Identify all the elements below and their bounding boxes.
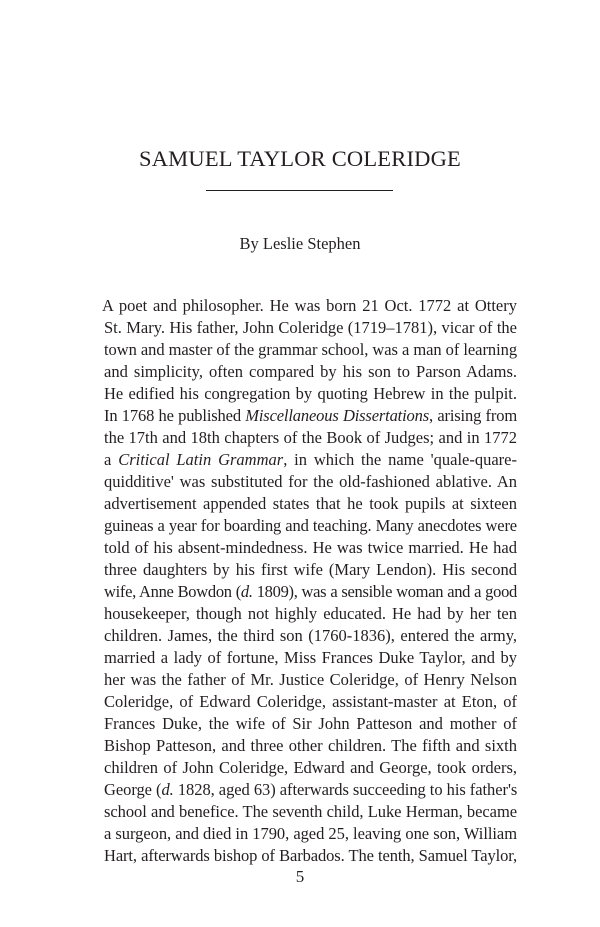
italic-text: d. <box>240 582 253 601</box>
text-line <box>104 559 517 581</box>
text-line <box>104 317 517 339</box>
text-line <box>104 427 517 449</box>
text-segment: , arising from <box>429 406 517 425</box>
text-line <box>104 339 517 361</box>
text-segment: wife, Anne Bowdon ( <box>104 582 241 601</box>
page-number: 5 <box>295 867 305 886</box>
text-segment: Frances Duke, the wife of Sir John Patteson and mother of <box>104 714 517 733</box>
italic-text: Critical Latin Grammar <box>118 450 284 469</box>
text-segment: 1828, aged 63) afterwards succeeding to his father's <box>173 780 518 799</box>
text-segment: In 1768 he published <box>104 406 246 425</box>
text-segment: guineas a year for boarding and teaching. Many anecdotes were <box>104 516 517 535</box>
text-segment: three daughters by his first wife (Mary Lendon). His second <box>104 560 517 579</box>
text-segment: Hart, afterwards bishop of Barbados. The tenth, Samuel Taylor, <box>104 846 517 865</box>
text-segment: Coleridge, of Edward Coleridge, assistant-master at Eton, of <box>104 692 517 711</box>
text-line <box>104 779 517 801</box>
text-segment: told of his absent-mindedness. He was twice married. He had <box>104 538 517 557</box>
text-line <box>104 603 517 625</box>
text-line <box>104 449 517 471</box>
text-line <box>104 801 517 823</box>
text-line <box>104 493 517 515</box>
text-segment: married a lady of fortune, Miss Frances Duke Taylor, and by <box>104 648 517 667</box>
text-segment: a <box>104 450 119 469</box>
text-line <box>104 713 517 735</box>
text-segment: children. James, the third son (1760-1836), entered the army, <box>104 626 517 645</box>
text-segment: housekeeper, though not highly educated. He had by her ten <box>104 604 517 623</box>
text-line <box>104 757 517 779</box>
text-segment: quidditive' was substituted for the old-fashioned ablative. An <box>104 472 517 491</box>
text-segment: , in which the name 'quale-quare- <box>283 450 517 469</box>
text-segment: her was the father of Mr. Justice Coleridge, of Henry Nelson <box>104 670 517 689</box>
text-segment: Bishop Patteson, and three other children. The fifth and sixth <box>104 736 517 755</box>
text-segment: the 17th and 18th chapters of the Book of Judges; and in 1772 <box>104 428 517 447</box>
text-segment: town and master of the grammar school, was a man of learning <box>104 340 518 359</box>
text-line <box>104 845 517 867</box>
italic-text: d. <box>161 780 174 799</box>
text-line <box>104 647 517 669</box>
text-line <box>104 625 517 647</box>
text-line <box>104 537 517 559</box>
text-line <box>104 823 517 845</box>
text-segment: and simplicity, often compared by his son to Parson Adams. <box>104 362 517 381</box>
title-rule <box>206 190 393 191</box>
text-segment: He edified his congregation by quoting Hebrew in the pulpit. <box>104 384 517 403</box>
italic-text: Miscellaneous Dissertations <box>245 406 430 425</box>
text-segment: 1809), was a sensible woman and a good <box>252 582 517 601</box>
chapter-title: SAMUEL TAYLOR COLERIDGE <box>139 146 461 171</box>
text-line <box>104 735 517 757</box>
text-segment: A poet and philosopher. He was born 21 Oct. 1772 at Ottery <box>102 296 517 315</box>
text-line <box>102 295 517 317</box>
text-segment: advertisement appended states that he took pupils at sixteen <box>104 494 517 513</box>
text-segment: George ( <box>104 780 162 799</box>
text-segment: school and benefice. The seventh child, Luke Herman, became <box>104 802 517 821</box>
text-line <box>104 361 517 383</box>
text-line <box>104 405 517 427</box>
text-line <box>104 515 517 537</box>
text-segment: children of John Coleridge, Edward and George, took orders, <box>104 758 517 777</box>
text-line <box>104 691 517 713</box>
text-line <box>104 669 517 691</box>
text-line <box>104 383 517 405</box>
text-line <box>104 581 517 603</box>
text-segment: St. Mary. His father, John Coleridge (1719–1781), vicar of the <box>104 318 517 337</box>
body-text <box>104 295 517 867</box>
text-line <box>104 471 517 493</box>
text-segment: a surgeon, and died in 1790, aged 25, leaving one son, William <box>104 824 517 843</box>
byline: By Leslie Stephen <box>239 234 361 253</box>
